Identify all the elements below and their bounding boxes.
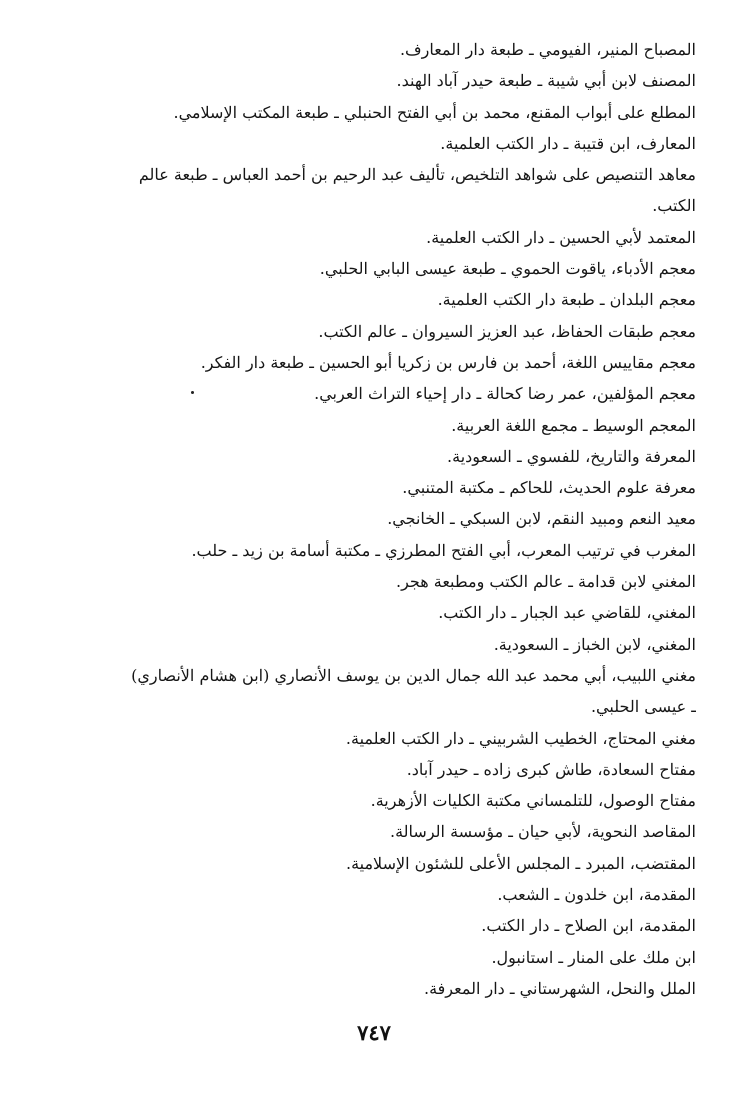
bibliography-entry: المصنف لابن أبي شيبة ـ طبعة حيدر آباد الهند. xyxy=(396,71,696,91)
bibliography-entry: المطلع على أبواب المقنع، محمد بن أبي الفتح الحنبلي ـ طبعة المكتب الإسلامي. xyxy=(173,102,696,122)
bibliography-entry: المغني لابن قدامة ـ عالم الكتب ومطبعة هجر. xyxy=(395,572,696,592)
bibliography-entry: معجم البلدان ـ طبعة دار الكتب العلمية. xyxy=(437,290,696,310)
bibliography-entry: مفتاح السعادة، طاش كبرى زاده ـ حيدر آباد. xyxy=(406,759,696,779)
bibliography-entry: مغني المحتاج، الخطيب الشربيني ـ دار الكتب العلمية. xyxy=(345,728,696,748)
bibliography-entry: الملل والنحل، الشهرستاني ـ دار المعرفة. xyxy=(423,978,696,998)
bibliography-entry: المقدمة، ابن الصلاح ـ دار الكتب. xyxy=(481,916,696,936)
bibliography-entry: المغني، للقاضي عبد الجبار ـ دار الكتب. xyxy=(438,603,696,623)
entry-line: معاهد التنصيص على شواهد التلخيص، تأليف عبد الرحيم بن أحمد العباس ـ طبعة عالم xyxy=(138,165,696,185)
bibliography-entry: ابن ملك على المنار ـ استانبول. xyxy=(491,947,696,967)
bibliography-entry: المعجم الوسيط ـ مجمع اللغة العربية. xyxy=(451,415,696,435)
bibliography-entry: مفتاح الوصول، للتلمساني مكتبة الكليات الأزهرية. xyxy=(370,791,696,811)
bibliography-entry: المصباح المنير، الفيومي ـ طبعة دار المعارف. xyxy=(399,40,696,59)
bibliography-entry: المعرفة والتاريخ، للفسوي ـ السعودية. xyxy=(447,446,696,466)
entry-line: مغني اللبيب، أبي محمد عبد الله جمال الدين بن يوسف الأنصاري (ابن هشام الأنصاري) xyxy=(131,665,696,685)
bibliography-entry: المعارف، ابن قتيبة ـ دار الكتب العلمية. xyxy=(440,133,696,153)
bibliography-entry: معجم المؤلفين، عمر رضا كحالة ـ دار إحياء التراث العربي. xyxy=(314,384,696,404)
bibliography-entry xyxy=(46,660,696,723)
bibliography-entry: المقاصد النحوية، لأبي حيان ـ مؤسسة الرسالة. xyxy=(390,822,696,842)
bibliography-entry: معجم الأدباء، ياقوت الحموي ـ طبعة عيسى البابي الحلبي. xyxy=(319,259,696,279)
bibliography-entry: معرفة علوم الحديث، للحاكم ـ مكتبة المتنبي. xyxy=(402,478,696,498)
bibliography-entry: المغني، لابن الخباز ـ السعودية. xyxy=(493,634,696,654)
bibliography-entry: معيد النعم ومبيد النقم، لابن السبكي ـ الخانجي. xyxy=(387,509,696,529)
bibliography-entry: معجم طبقات الحفاظ، عبد العزيز السيروان ـ عالم الكتب. xyxy=(318,321,696,341)
print-speck xyxy=(191,391,194,394)
bibliography-entry: المقدمة، ابن خلدون ـ الشعب. xyxy=(497,885,696,905)
bibliography-entry: المغرب في ترتيب المعرب، أبي الفتح المطرزي ـ مكتبة أسامة بن زيد ـ حلب. xyxy=(191,540,696,560)
bibliography-entry: المقتضب، المبرد ـ المجلس الأعلى للشئون الإسلامية. xyxy=(345,853,696,873)
page-number: ٧٤٧ xyxy=(357,1020,391,1045)
bibliography-entry: معجم مقاييس اللغة، أحمد بن فارس بن زكريا أبو الحسين ـ طبعة دار الفكر. xyxy=(200,352,696,372)
bibliography-entry: المعتمد لأبي الحسين ـ دار الكتب العلمية. xyxy=(426,227,696,247)
bibliography-list xyxy=(46,34,696,1004)
entry-continuation-line: ـ عيسى الحلبي. xyxy=(590,697,696,717)
bibliography-entry xyxy=(46,159,696,222)
entry-continuation-line: الكتب. xyxy=(652,196,696,216)
